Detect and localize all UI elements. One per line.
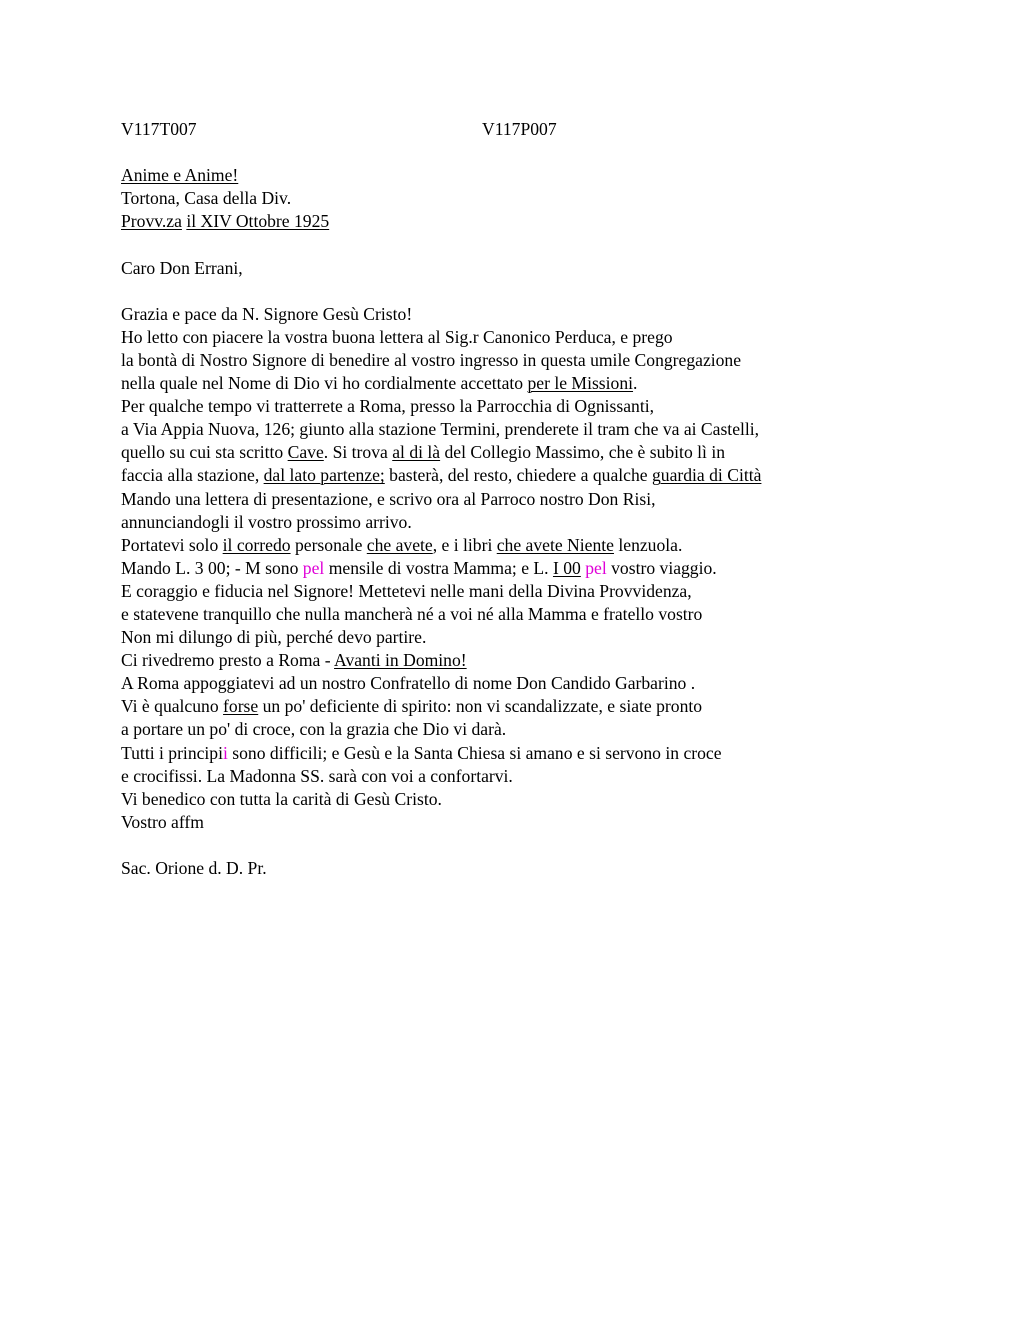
right-document-code: V117P007: [482, 119, 557, 139]
body-text: Tutti i principi: [121, 742, 223, 763]
body-text: Non mi dilungo di più, perché devo partire.: [121, 627, 427, 648]
body-line: [121, 511, 1001, 534]
body-line: [121, 765, 1001, 788]
body-text: annunciandogli il vostro prossimo arrivo.: [121, 511, 412, 532]
body-text: e crocifissi. La Madonna SS. sarà con voi a confortarvi.: [121, 765, 513, 786]
body-text: Ci rivedremo presto a Roma -: [121, 650, 335, 671]
body-line: [121, 580, 1001, 603]
letter-body: [121, 303, 1001, 834]
body-text: a portare un po' di croce, con la grazia che Dio vi darà.: [121, 719, 507, 740]
body-text: mensile di vostra Mamma; e L.: [324, 557, 553, 578]
underlined-text: Avanti in Domino!: [334, 650, 467, 671]
letter-heading-title: [121, 164, 1001, 187]
body-text: Ho letto con piacere la vostra buona lettera al Sig.r Canonico Perduca, e prego: [121, 326, 673, 347]
underlined-text: il corredo: [222, 534, 291, 555]
letter-page: [121, 118, 1001, 880]
body-line: [121, 349, 1001, 372]
body-text: .: [633, 373, 638, 394]
body-text: A Roma appoggiatevi ad un nostro Confratello di nome Don Candido Garbarino .: [121, 673, 696, 694]
highlighted-text: pel: [302, 557, 325, 578]
salutation-text: Caro Don Errani,: [121, 257, 243, 278]
date-part-2: il XIV Ottobre 1925: [186, 211, 330, 232]
document-codes: [121, 118, 1001, 141]
place-text: Tortona, Casa della Div.: [121, 188, 292, 209]
body-text: Vi è qualcuno: [121, 696, 224, 717]
body-text: lenzuola.: [613, 534, 683, 555]
body-text: basterà, del resto, chiedere a qualche: [384, 465, 652, 486]
body-line: [121, 672, 1001, 695]
body-line: [121, 441, 1001, 464]
underlined-text: dal lato partenze;: [263, 465, 385, 486]
spacer: [121, 834, 1001, 857]
body-line: [121, 695, 1001, 718]
body-line: [121, 718, 1001, 741]
heading-title-text: Anime e Anime!: [121, 165, 239, 186]
body-text: quello su cui sta scritto: [121, 442, 288, 463]
date-part-1: Provv.za: [121, 211, 182, 232]
spacer: [121, 233, 1001, 256]
body-text: del Collegio Massimo, che è subito lì in: [440, 442, 726, 463]
body-text: nella quale nel Nome di Dio vi ho cordialmente accettato: [121, 373, 528, 394]
underlined-text: I 00: [552, 557, 581, 578]
spacer: [121, 141, 1001, 164]
body-line: [121, 372, 1001, 395]
body-text: personale: [290, 534, 367, 555]
body-text: Mando una lettera di presentazione, e scrivo ora al Parroco nostro Don Risi,: [121, 488, 656, 509]
body-text: vostro viaggio.: [606, 557, 717, 578]
body-line: [121, 742, 1001, 765]
body-line: [121, 603, 1001, 626]
body-text: e statevene tranquillo che nulla mancherà né a voi né alla Mamma e fratello vostro: [121, 603, 703, 624]
signature: [121, 857, 1001, 880]
body-text: , e i libri: [432, 534, 497, 555]
body-line: [121, 303, 1001, 326]
spacer: [121, 280, 1001, 303]
underlined-text: che avete: [366, 534, 433, 555]
body-text: sono difficili; e Gesù e la Santa Chiesa si amano e si servono in croce: [227, 742, 722, 763]
underlined-text: forse: [223, 696, 259, 717]
body-text: . Si trova: [323, 442, 393, 463]
letter-place: [121, 187, 1001, 210]
body-text: Mando L. 3 00; - M sono: [121, 557, 303, 578]
body-text: a Via Appia Nuova, 126; giunto alla stazione Termini, prenderete il tram che va ai Castelli,: [121, 419, 760, 440]
highlighted-text: i: [223, 742, 228, 763]
body-text: Per qualche tempo vi tratterrete a Roma, presso la Parrocchia di Ognissanti,: [121, 396, 655, 417]
body-line: [121, 626, 1001, 649]
body-text: Grazia e pace da N. Signore Gesù Cristo!: [121, 303, 413, 324]
salutation: [121, 257, 1001, 280]
body-text: faccia alla stazione,: [121, 465, 264, 486]
underlined-text: che avete Niente: [496, 534, 614, 555]
body-line: [121, 488, 1001, 511]
body-line: [121, 326, 1001, 349]
body-line: [121, 418, 1001, 441]
body-text: un po' deficiente di spirito: non vi scandalizzate, e siate pronto: [258, 696, 703, 717]
underlined-text: per le Missioni: [527, 373, 634, 394]
signature-text: Sac. Orione d. D. Pr.: [121, 858, 267, 878]
body-text: Vostro affm: [121, 811, 204, 832]
underlined-text: al di là: [392, 442, 441, 463]
body-line: [121, 649, 1001, 672]
body-line: [121, 557, 1001, 580]
body-line: [121, 464, 1001, 487]
letter-date: [121, 210, 1001, 233]
underlined-text: guardia di Città: [651, 465, 762, 486]
body-text: E coraggio e fiducia nel Signore! Mettetevi nelle mani della Divina Provvidenza,: [121, 580, 692, 601]
body-line: [121, 534, 1001, 557]
body-text: Portatevi solo: [121, 534, 223, 555]
body-line: [121, 395, 1001, 418]
left-document-code: V117T007: [121, 119, 197, 139]
body-line: [121, 811, 1001, 834]
body-line: [121, 788, 1001, 811]
underlined-text: Cave: [287, 442, 324, 463]
highlighted-text: pel: [585, 557, 607, 578]
body-text: Vi benedico con tutta la carità di Gesù Cristo.: [121, 788, 442, 809]
body-text: la bontà di Nostro Signore di benedire al vostro ingresso in questa umile Congregazione: [121, 349, 742, 370]
